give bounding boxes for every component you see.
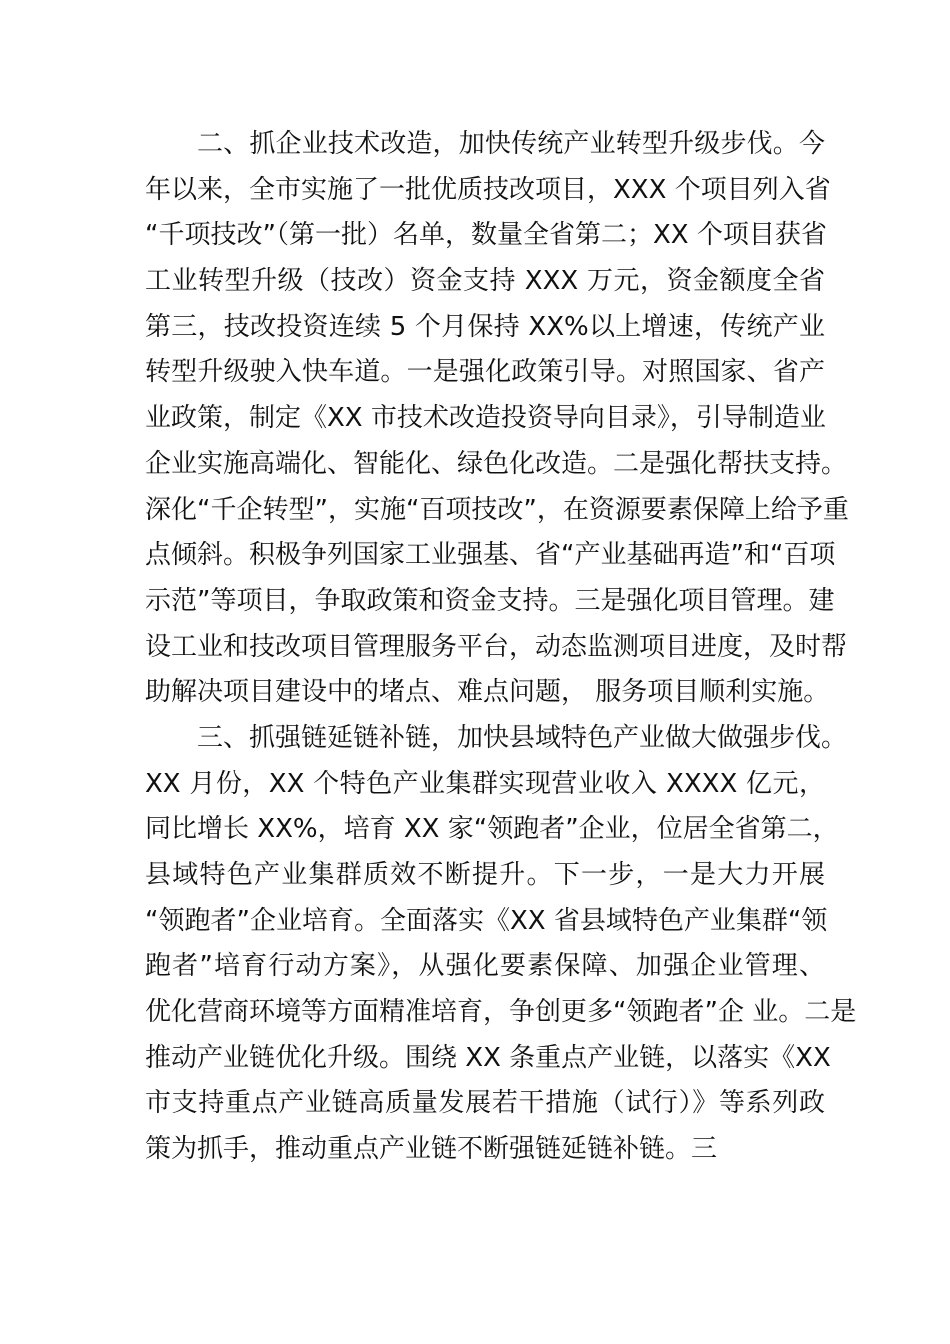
paragraph-line: “领跑者”企业培育。全面落实《XX 省县域特色产业集群“领 [145, 905, 828, 936]
paragraph-line: 二、抓企业技术改造，加快传统产业转型升级步伐。今 [197, 129, 825, 159]
paragraph-industrial-chain [145, 716, 857, 1173]
paragraph-line: 推动产业链优化升级。围绕 XX 条重点产业链，以落实《XX [145, 1042, 831, 1073]
paragraph-line: 企业实施高端化、智能化、绿色化改造。二是强化帮扶支持。 [145, 448, 848, 479]
paragraph-line: 设工业和技改项目管理服务平台，动态监测项目进度，及时帮 [145, 631, 848, 662]
paragraph-line: XX 月份，XX 个特色产业集群实现营业收入 XXXX 亿元， [145, 768, 825, 799]
document-body [145, 122, 857, 1173]
paragraph-line: “千项技改”（第一批）名单，数量全省第二；XX 个项目获省 [145, 220, 827, 251]
paragraph-line: 示范”等项目，争取政策和资金支持。三是强化项目管理。建 [145, 585, 835, 616]
paragraph-line: 优化营商环境等方面精准培育，争创更多“领跑者”企 业。二是 [145, 997, 857, 1028]
paragraph-line: 工业转型升级（技改）资金支持 XXX 万元，资金额度全省 [145, 266, 825, 297]
paragraph-line: 县域特色产业集群质效不断提升。下一步，一是大力开展 [145, 860, 825, 890]
paragraph-line: 年以来，全市实施了一批优质技改项目，XXX 个项目列入省 [145, 174, 831, 205]
paragraph-line: 策为抓手，推动重点产业链不断强链延链补链。三 [145, 1134, 718, 1165]
paragraph-line: 市支持重点产业链高质量发展若干措施（试行）》等系列政 [145, 1088, 825, 1119]
paragraph-line: 跑者”培育行动方案》，从强化要素保障、加强企业管理、 [145, 951, 825, 982]
paragraph-line: 助解决项目建设中的堵点、难点问题， 服务项目顺利实施。 [145, 677, 830, 708]
paragraph-line: 转型升级驶入快车道。一是强化政策引导。对照国家、省产 [145, 357, 825, 388]
paragraph-line: 深化“千企转型”，实施“百项技改”，在资源要素保障上给予重 [145, 494, 849, 525]
paragraph-line: 同比增长 XX%，培育 XX 家“领跑者”企业，位居全省第二， [145, 814, 839, 845]
paragraph-line: 点倾斜。积极争列国家工业强基、省“产业基础再造”和“百项 [145, 540, 836, 571]
paragraph-line: 业政策，制定《XX 市技术改造投资导向目录》，引导制造业 [145, 403, 826, 434]
paragraph-line: 第三，技改投资连续 5 个月保持 XX%以上增速，传统产业 [145, 311, 825, 342]
paragraph-technical-transformation [145, 122, 849, 716]
paragraph-line: 三、抓强链延链补链，加快县域特色产业做大做强步伐。 [197, 722, 848, 753]
